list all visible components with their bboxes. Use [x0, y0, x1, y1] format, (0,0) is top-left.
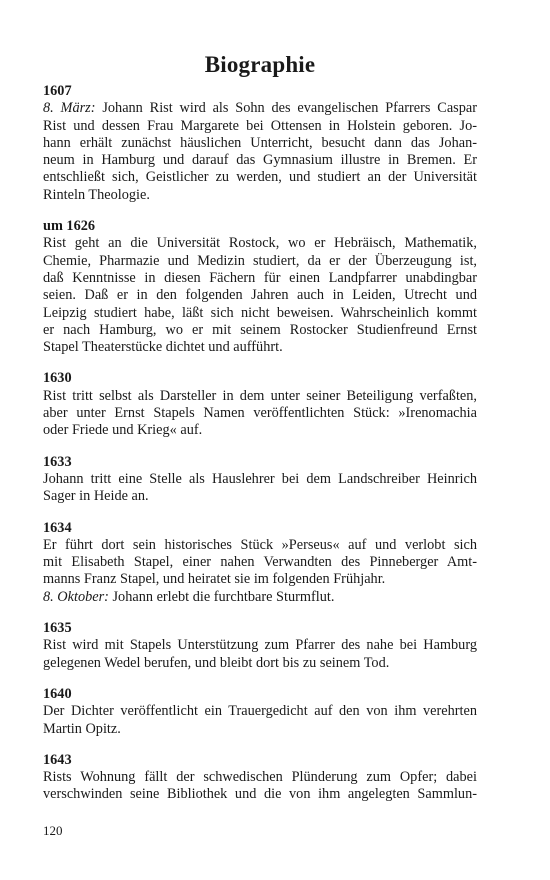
- entry-text: Sager in Heide an.: [43, 488, 149, 505]
- entry-text: Rist wird mit Stapels Unterstützung zum Pfarrer des nahe bei Hamburg: [43, 637, 477, 654]
- entry-text: Rist und dessen Frau Margarete bei Ottensen in Holstein geboren. Jo-: [43, 117, 477, 134]
- entry-year: 1635: [43, 620, 72, 637]
- entry-text-line: [43, 769, 477, 786]
- entry-text: er nach Hamburg, wo er mit seinem Rostocker Studienfreund Ernst: [43, 321, 477, 338]
- entry-text-line: [43, 589, 477, 606]
- entry-text: oder Friede und Krieg« auf.: [43, 422, 203, 439]
- entry-text: Stapel Theaterstücke dichtet und aufführt.: [43, 339, 283, 356]
- biography-content: [43, 83, 477, 818]
- entry-text: Rist geht an die Universität Rostock, wo er Hebräisch, Mathematik,: [43, 235, 477, 252]
- entry-text-line: [43, 554, 477, 571]
- entry-year: 1634: [43, 519, 72, 536]
- biography-entry: [43, 620, 477, 672]
- entry-text: neum in Hamburg und darauf das Gymnasium illustre in Bremen. Er: [43, 152, 477, 169]
- entry-text: Rist tritt selbst als Darsteller in dem unter seiner Beteiligung verfaßten,: [43, 387, 477, 404]
- entry-text-line: [43, 187, 477, 204]
- entry-text: Chemie, Pharmazie und Medizin studiert, da er der Überzeugung ist,: [43, 252, 477, 269]
- biography-entry: [43, 218, 477, 356]
- entry-text: hann erhält zunächst häuslichen Unterricht, besucht dann das Johan-: [43, 134, 477, 151]
- entry-text: entschließt sich, Geistlicher zu werden, und studiert an der Universität: [43, 169, 477, 186]
- entry-text-line: [43, 169, 477, 186]
- entry-text: gelegenen Wedel berufen, und bleibt dort bis zu seinem Tod.: [43, 654, 390, 671]
- entry-text: Er führt dort sein historisches Stück »Perseus« auf und verlobt sich: [43, 536, 477, 553]
- entry-text-line: [43, 322, 477, 339]
- entry-text-line: [43, 537, 477, 554]
- entry-text-line: [43, 471, 477, 488]
- biography-entry: [43, 454, 477, 506]
- entry-year: um 1626: [43, 218, 96, 235]
- entry-text-line: [43, 571, 477, 588]
- entry-text: mit Elisabeth Stapel, einer nahen Verwandten des Pinneberger Amt-: [43, 554, 477, 571]
- entry-text: Der Dichter veröffentlicht ein Trauergedicht auf den von ihm verehrten: [43, 703, 477, 720]
- entry-text: seien. Daß er in den folgenden Jahren auch in Leiden, Utrecht und: [43, 287, 477, 304]
- entry-text-line: [43, 287, 477, 304]
- entry-text: Rinteln Theologie.: [43, 186, 150, 203]
- entry-text: Johann erlebt die furchtbare Sturmflut.: [108, 588, 335, 605]
- entry-date: 8. März:: [43, 100, 96, 117]
- entry-text-line: [43, 637, 477, 654]
- biography-entry: [43, 83, 477, 204]
- entry-text: Johann tritt eine Stelle als Hauslehrer bei dem Landschreiber Heinrich: [43, 470, 477, 487]
- entry-text-line: [43, 270, 477, 287]
- entry-text-line: [43, 786, 477, 803]
- entry-text-line: [43, 388, 477, 405]
- entry-text: Martin Opitz.: [43, 720, 121, 737]
- entry-text-line: [43, 118, 477, 135]
- entry-text: Johann Rist wird als Sohn des evangelischen Pfarrers Caspar: [95, 100, 477, 117]
- entry-text: verschwinden seine Bibliothek und die von ihm angelegten Sammlun-: [43, 786, 477, 803]
- biography-entry: [43, 752, 477, 804]
- biography-entry: [43, 370, 477, 439]
- entry-year: 1643: [43, 751, 72, 768]
- entry-text: Leipzig studiert habe, läßt sich nicht beweisen. Wahrscheinlich kommt: [43, 304, 477, 321]
- entry-text-line: [43, 100, 477, 117]
- page-title: Biographie: [204, 52, 316, 77]
- entry-text-line: [43, 235, 477, 252]
- entry-text-line: [43, 405, 477, 422]
- entry-text-line: [43, 488, 477, 505]
- entry-year: 1607: [43, 83, 72, 99]
- entry-text-line: [43, 135, 477, 152]
- entry-text: Rists Wohnung fällt der schwedischen Plünderung zum Opfer; dabei: [43, 769, 477, 786]
- entry-text-line: [43, 152, 477, 169]
- entry-text: aber unter Ernst Stapels Namen veröffentlichten Stück: »Irenomachia: [43, 405, 477, 422]
- entry-year: 1633: [43, 453, 72, 470]
- entry-text-line: [43, 305, 477, 322]
- entry-text: daß Kenntnisse in diesen Fächern für einen Landpfarrer unabdingbar: [43, 269, 477, 286]
- entry-text-line: [43, 703, 477, 720]
- page-number: 120: [43, 823, 63, 838]
- biography-entry: [43, 686, 477, 738]
- biography-entry: [43, 520, 477, 606]
- entry-text-line: [43, 339, 477, 356]
- entry-date: 8. Oktober:: [43, 588, 109, 605]
- entry-text-line: [43, 721, 477, 738]
- entry-text-line: [43, 253, 477, 270]
- entry-year: 1630: [43, 370, 72, 387]
- entry-text: manns Franz Stapel, und heiratet sie im folgenden Frühjahr.: [43, 571, 386, 588]
- entry-text-line: [43, 422, 477, 439]
- entry-year: 1640: [43, 685, 72, 702]
- entry-text-line: [43, 655, 477, 672]
